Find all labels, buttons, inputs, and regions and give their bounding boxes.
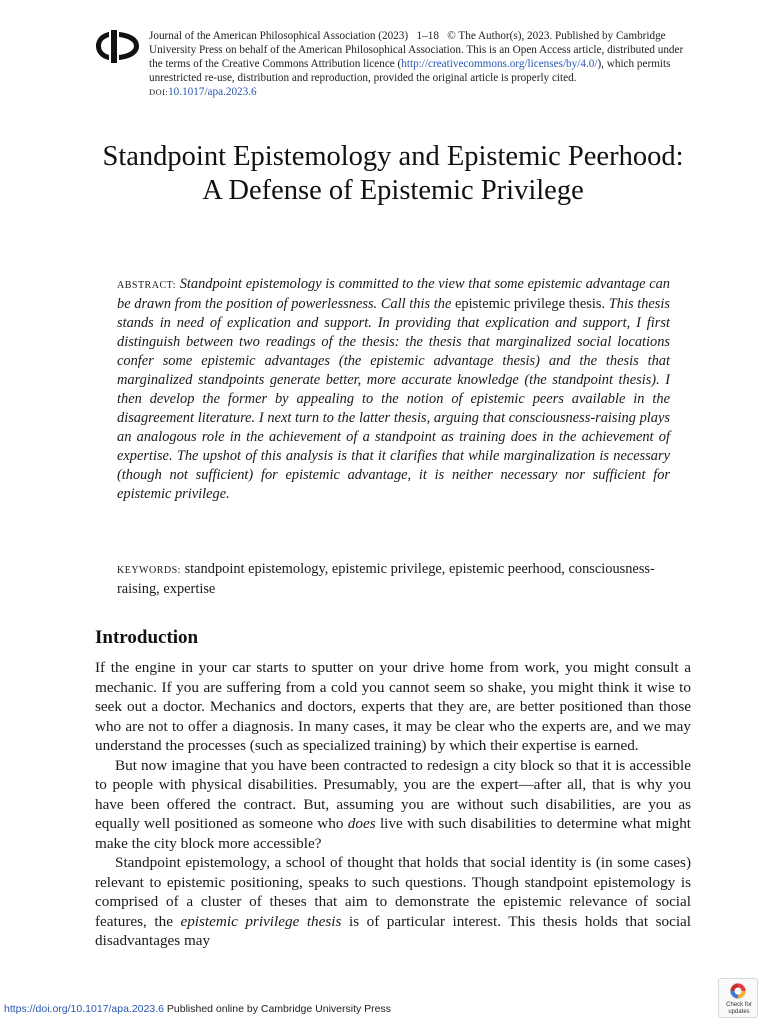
section-heading: Introduction [95,627,199,648]
keywords-text: standpoint epistemology, epistemic privilege, epistemic peerhood, consciousness-raising, expertise [117,561,655,597]
doi-link[interactable]: 10.1017/apa.2023.6 [168,86,257,99]
paragraph-3-emphasis: epistemic privilege thesis [180,912,342,930]
page-footer [4,1003,391,1015]
abstract-text-2: epistemic privilege thesis. [455,296,606,312]
badge-line-1: Check for [726,1002,752,1008]
keywords-label: KEYWORDS: [117,565,181,576]
doi-label: DOI: [149,87,169,98]
paragraph-3-text-b: is of particular interest. This thesis holds that social disadvantages may [95,912,692,949]
footer-published: Published online by Cambridge University Press [166,1003,391,1015]
keywords [117,560,670,599]
copyright-text: © The Author(s), 2023. Published by Cambridge University Press on behalf of the American Philosophical Association. This is an Open Access article, distributed under the terms of the Creative Commons Attribution licence ( [149,30,684,71]
body-text [95,658,691,951]
page-range: 1–18 [416,30,439,42]
paragraph-2-text-a: But now imagine that you have been contracted to redesign a city block so that it is accessible to people with physical disabilities. Presumably, you are the expert—after all, that is why you have been offered the contract. But, assuming you are without such disabilities, are you as equally well positioned as someone who [95,756,691,832]
journal-name: Journal of the American Philosophical Association (2023) [149,30,409,42]
footer-doi-link[interactable]: https://doi.org/10.1017/apa.2023.6 [4,1003,164,1015]
abstract-label: ABSTRACT: [117,280,177,291]
apa-logo-icon [95,29,141,63]
abstract [117,275,670,504]
paragraph-1: If the engine in your car starts to sputter on your drive home from work, you might consult a mechanic. If you are suffering from a cold you cannot seem so shake, you might think it wise to seek out a doctor. Mechanics and doctors, experts that they are, are better positioned than those who are not to offer a diagnosis. In many cases, it may be clear who the experts are, and we may understand the processes (such as specialized training) by which their expertise is earned. [95,659,691,754]
badge-line-2: updates [728,1008,750,1015]
license-link[interactable]: http://creativecommons.org/licenses/by/4.0/ [401,58,598,71]
badge-label [719,1002,759,1015]
crossmark-icon [729,982,747,1000]
paragraph-3 [95,853,691,951]
paragraph-2-emphasis: does [347,815,376,832]
abstract-text-3: This thesis stands in need of explication and support. In providing that explication and support, I first distinguish between two readings of the thesis: the thesis that marginalized social locations confer some epistemic advantages (the epistemic advantage thesis) and the thesis that marginalized standpoints generate better, more accurate knowledge (the standpoint thesis). I then develop the former by appealing to the notion of epistemic peers available in the disagreement literature. I next turn to the latter thesis, arguing that consciousness-raising plays an analogous role in the achievement of a standpoint as training does in the achievement of expertise. The upshot of this analysis is that it clarifies that while marginalization is necessary (though not sufficient) for epistemic advantage, it is neither necessary nor sufficient for epistemic privilege. [117,296,671,502]
copyright-text-end: ), which permits unrestricted re-use, distribution and reproduction, provided the original article is properly cited. [149,58,671,85]
check-for-updates-button[interactable] [718,978,758,1018]
paragraph-2 [95,756,691,854]
paragraph-2-text-b: live with such disabilities to determine what might make the city block more accessible? [95,815,692,852]
paragraph-3-text-a: Standpoint epistemology, a school of thought that holds that social identity is (in some cases) relevant to epistemic positioning, speaks to such questions. Though standpoint epistemology is comprised of a cluster of theses that aim to demonstrate the epistemic relevance of social features, the [95,854,691,930]
journal-header [149,29,694,99]
abstract-text-1: Standpoint epistemology is committed to the view that some epistemic advantage can be drawn from the position of powerlessness. Call this the [117,276,670,312]
article-title: Standpoint Epistemology and Epistemic Peerhood: A Defense of Epistemic Privilege [102,141,684,206]
